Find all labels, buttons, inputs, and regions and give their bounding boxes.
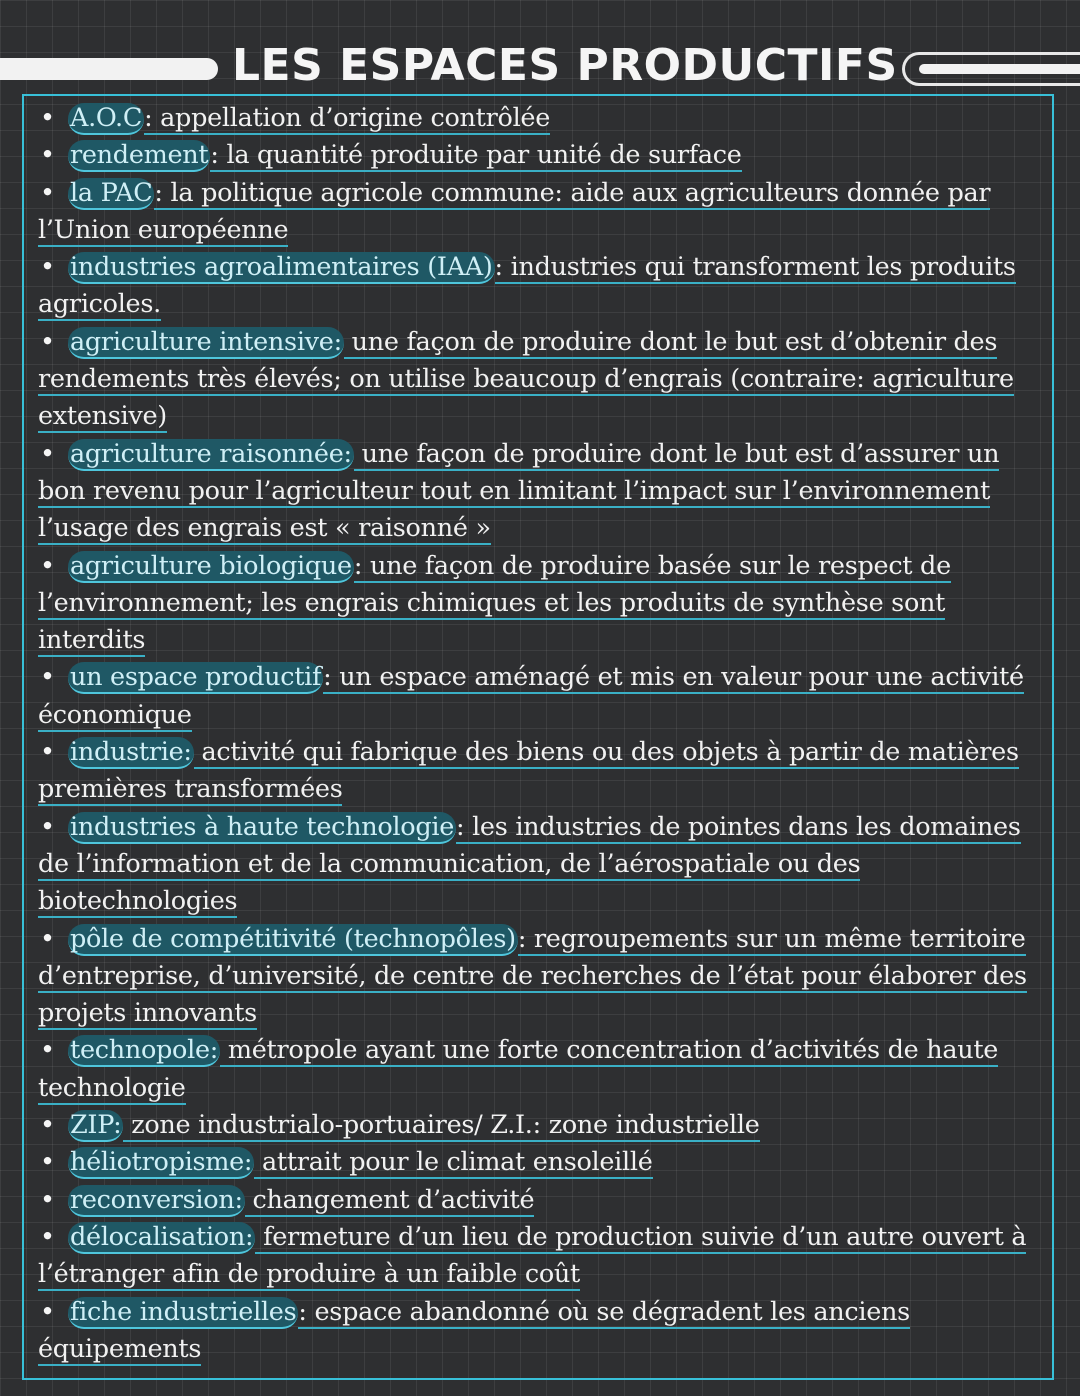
bullet: • <box>40 1110 55 1141</box>
list-item <box>38 175 1048 250</box>
definition: : appellation d’origine contrôlée <box>144 103 551 133</box>
definition: : industries qui transforment les produits agricoles. <box>38 252 1016 320</box>
definition: une façon de produire dont le but est d’obtenir des rendements très élevés; on utilise beaucoup d’engrais (contraire: agriculture extensive) <box>38 326 1014 432</box>
list-item <box>38 249 1048 324</box>
title-bar <box>0 28 1080 100</box>
term: technopole: <box>70 1035 219 1066</box>
bullet: • <box>40 923 55 954</box>
bullet: • <box>40 1296 55 1327</box>
term: industries agroalimentaires (IAA) <box>70 252 493 283</box>
definition-list <box>38 100 1048 1368</box>
list-item <box>38 921 1048 1033</box>
list-item <box>38 1032 1048 1107</box>
bullet: • <box>40 438 55 469</box>
list-item <box>38 1182 1048 1219</box>
definition: : la politique agricole commune: aide aux agriculteurs donnée par l’Union européenne <box>38 177 991 245</box>
term: un espace productif <box>70 662 322 693</box>
page-title: LES ESPACES PRODUCTIFS <box>232 40 898 91</box>
list-item <box>38 1144 1048 1181</box>
bullet: • <box>40 177 55 208</box>
definition: : regroupements sur un même territoire d’entreprise, d’université, de centre de recherches de l’état pour élaborer des projets innovants <box>38 923 1027 1029</box>
definition: : un espace aménagé et mis en valeur pour une activité économique <box>38 662 1024 730</box>
bullet: • <box>40 550 55 581</box>
definition: changement d’activité <box>244 1184 535 1215</box>
definition: une façon de produire dont le but est d’assurer un bon revenu pour l’agriculteur tout en limitant l’impact sur l’environnement l’usage des engrais est « raisonné » <box>38 438 1000 544</box>
term: pôle de compétitivité (technopôles) <box>70 923 516 954</box>
bullet: • <box>40 103 55 133</box>
definition: : la quantité produite par unité de surface <box>210 140 742 171</box>
term: rendement <box>70 140 209 171</box>
definition: attrait pour le climat ensoleillé <box>254 1147 653 1178</box>
bullet: • <box>40 1221 55 1252</box>
list-item <box>38 137 1048 174</box>
term: industrie: <box>70 737 192 768</box>
bullet: • <box>40 1184 55 1215</box>
term: reconversion: <box>70 1184 243 1215</box>
list-item <box>38 100 1048 137</box>
term: agriculture intensive: <box>70 326 342 357</box>
bullet: • <box>40 662 55 693</box>
term: fiche industrielles <box>70 1296 297 1327</box>
term: héliotropisme: <box>70 1147 253 1178</box>
term: ZIP: <box>70 1110 122 1141</box>
definition: fermeture d’un lieu de production suivie d’un autre ouvert à l’étranger afin de produire à un faible coût <box>38 1221 1027 1290</box>
term: A.O.C <box>70 103 143 133</box>
list-item <box>38 324 1048 436</box>
term: agriculture biologique <box>70 550 352 581</box>
decorative-stroke-left <box>0 58 218 80</box>
list-item <box>38 659 1048 734</box>
definition: activité qui fabrique des biens ou des objets à partir de matières premières transformées <box>38 737 1019 805</box>
definition: : les industries de pointes dans les domaines de l’information et de la communication, de l’aérospatiale ou des biotechnologies <box>38 811 1021 917</box>
bullet: • <box>40 1147 55 1178</box>
definition: : une façon de produire basée sur le respect de l’environnement; les engrais chimiques et les produits de synthèse sont interdits <box>38 550 951 656</box>
bullet: • <box>40 737 55 768</box>
list-item <box>38 734 1048 809</box>
definition: métropole ayant une forte concentration d’activités de haute technologie <box>38 1035 999 1103</box>
term: délocalisation: <box>70 1221 254 1252</box>
bullet: • <box>40 811 55 842</box>
term: industries à haute technologie <box>70 811 454 842</box>
list-item <box>38 548 1048 660</box>
list-item <box>38 1107 1048 1144</box>
term: la PAC <box>70 177 153 208</box>
bullet: • <box>40 326 55 357</box>
bullet: • <box>40 252 55 283</box>
bullet: • <box>40 140 55 171</box>
list-item <box>38 1219 1048 1294</box>
bullet: • <box>40 1035 55 1066</box>
decorative-stroke-right <box>902 52 1080 86</box>
definition: : espace abandonné où se dégradent les anciens équipements <box>38 1296 910 1364</box>
term: agriculture raisonnée: <box>70 438 352 469</box>
list-item <box>38 1294 1048 1369</box>
list-item <box>38 809 1048 921</box>
definition: zone industrialo-portuaires/ Z.I.: zone industrielle <box>123 1110 760 1141</box>
list-item <box>38 436 1048 548</box>
